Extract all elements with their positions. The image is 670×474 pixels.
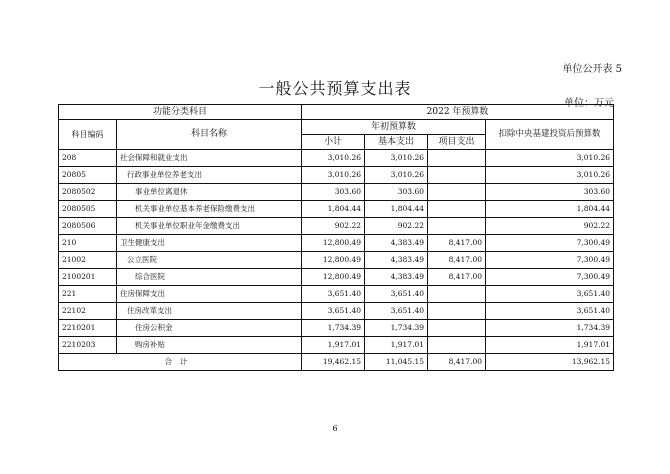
total-project: 8,417.00 (428, 354, 486, 371)
row-code: 22102 (59, 303, 117, 320)
budget-table (58, 104, 614, 371)
row-excl: 7,300.49 (486, 252, 614, 269)
row-basic: 303.60 (365, 184, 428, 201)
row-basic: 3,010.26 (365, 150, 428, 167)
row-project (428, 337, 486, 354)
row-basic: 4,383.49 (365, 252, 428, 269)
table-row (59, 201, 614, 218)
row-subtotal: 1,917.01 (302, 337, 365, 354)
table-row (59, 286, 614, 303)
row-name: 住房保障支出 (117, 286, 302, 303)
row-basic: 3,651.40 (365, 303, 428, 320)
row-subtotal: 3,651.40 (302, 286, 365, 303)
table-row (59, 303, 614, 320)
row-basic: 1,734.39 (365, 320, 428, 337)
row-subtotal: 12,800.49 (302, 252, 365, 269)
table-row (59, 150, 614, 167)
row-name: 社会保障和就业支出 (117, 150, 302, 167)
row-project (428, 167, 486, 184)
row-project (428, 218, 486, 235)
row-excl: 1,804.44 (486, 201, 614, 218)
row-name: 卫生健康支出 (117, 235, 302, 252)
row-excl: 1,734.39 (486, 320, 614, 337)
row-project (428, 201, 486, 218)
row-basic: 4,383.49 (365, 235, 428, 252)
row-code: 21002 (59, 252, 117, 269)
row-code: 208 (59, 150, 117, 167)
table-row (59, 269, 614, 286)
row-project: 8,417.00 (428, 269, 486, 286)
row-basic: 4,383.49 (365, 269, 428, 286)
row-basic: 3,651.40 (365, 286, 428, 303)
row-project (428, 303, 486, 320)
row-code: 20805 (59, 167, 117, 184)
page-number: 6 (332, 424, 338, 433)
row-project (428, 286, 486, 303)
total-label: 合计 (59, 354, 302, 371)
form-number: 单位公开表 5 (562, 64, 622, 75)
row-excl: 303.60 (486, 184, 614, 201)
table-row (59, 235, 614, 252)
row-code: 2080502 (59, 184, 117, 201)
row-name: 购房补贴 (117, 337, 302, 354)
row-subtotal: 12,800.49 (302, 235, 365, 252)
header-excl-central: 扣除中央基建投资后预算数 (486, 120, 614, 150)
row-code: 2080506 (59, 218, 117, 235)
row-project: 8,417.00 (428, 252, 486, 269)
row-name: 综合医院 (117, 269, 302, 286)
header-basic: 基本支出 (365, 135, 428, 150)
row-basic: 1,804.44 (365, 201, 428, 218)
row-basic: 902.22 (365, 218, 428, 235)
table-row (59, 320, 614, 337)
row-name: 公立医院 (117, 252, 302, 269)
row-excl: 902.22 (486, 218, 614, 235)
row-code: 2100201 (59, 269, 117, 286)
row-code: 2210203 (59, 337, 117, 354)
page-title: 一般公共预算支出表 (258, 79, 412, 98)
row-name: 机关事业单位基本养老保险缴费支出 (117, 201, 302, 218)
table-row (59, 184, 614, 201)
total-excl: 13,962.15 (486, 354, 614, 371)
row-name: 机关事业单位职业年金缴费支出 (117, 218, 302, 235)
row-project (428, 184, 486, 201)
row-name: 事业单位离退休 (117, 184, 302, 201)
row-code: 2080505 (59, 201, 117, 218)
row-name: 住房改革支出 (117, 303, 302, 320)
row-excl: 3,651.40 (486, 286, 614, 303)
row-code: 221 (59, 286, 117, 303)
header-project: 项目支出 (428, 135, 486, 150)
row-subtotal: 12,800.49 (302, 269, 365, 286)
table-row (59, 167, 614, 184)
row-subtotal: 3,010.26 (302, 150, 365, 167)
header-func-class: 功能分类科目 (59, 105, 302, 120)
row-subtotal: 1,734.39 (302, 320, 365, 337)
unit-label: 单位：万元 (564, 98, 614, 109)
row-excl: 3,651.40 (486, 303, 614, 320)
total-subtotal: 19,462.15 (302, 354, 365, 371)
row-excl: 3,010.26 (486, 150, 614, 167)
row-subtotal: 1,804.44 (302, 201, 365, 218)
header-subtotal: 小计 (302, 135, 365, 150)
header-name: 科目名称 (117, 120, 302, 150)
table-row (59, 252, 614, 269)
row-code: 210 (59, 235, 117, 252)
row-code: 2210201 (59, 320, 117, 337)
row-project (428, 320, 486, 337)
row-project: 8,417.00 (428, 235, 486, 252)
row-basic: 3,010.26 (365, 167, 428, 184)
row-excl: 7,300.49 (486, 235, 614, 252)
table-row (59, 218, 614, 235)
row-subtotal: 3,651.40 (302, 303, 365, 320)
row-excl: 3,010.26 (486, 167, 614, 184)
row-name: 住房公积金 (117, 320, 302, 337)
row-subtotal: 3,010.26 (302, 167, 365, 184)
row-project (428, 150, 486, 167)
row-subtotal: 902.22 (302, 218, 365, 235)
row-name: 行政事业单位养老支出 (117, 167, 302, 184)
header-initial-budget: 年初预算数 (302, 120, 486, 135)
row-basic: 1,917.01 (365, 337, 428, 354)
total-row (59, 354, 614, 371)
row-excl: 7,300.49 (486, 269, 614, 286)
header-year-budget: 2022 年预算数 (302, 105, 614, 120)
total-basic: 11,045.15 (365, 354, 428, 371)
row-excl: 1,917.01 (486, 337, 614, 354)
header-code: 科目编码 (59, 120, 117, 150)
row-subtotal: 303.60 (302, 184, 365, 201)
table-row (59, 337, 614, 354)
